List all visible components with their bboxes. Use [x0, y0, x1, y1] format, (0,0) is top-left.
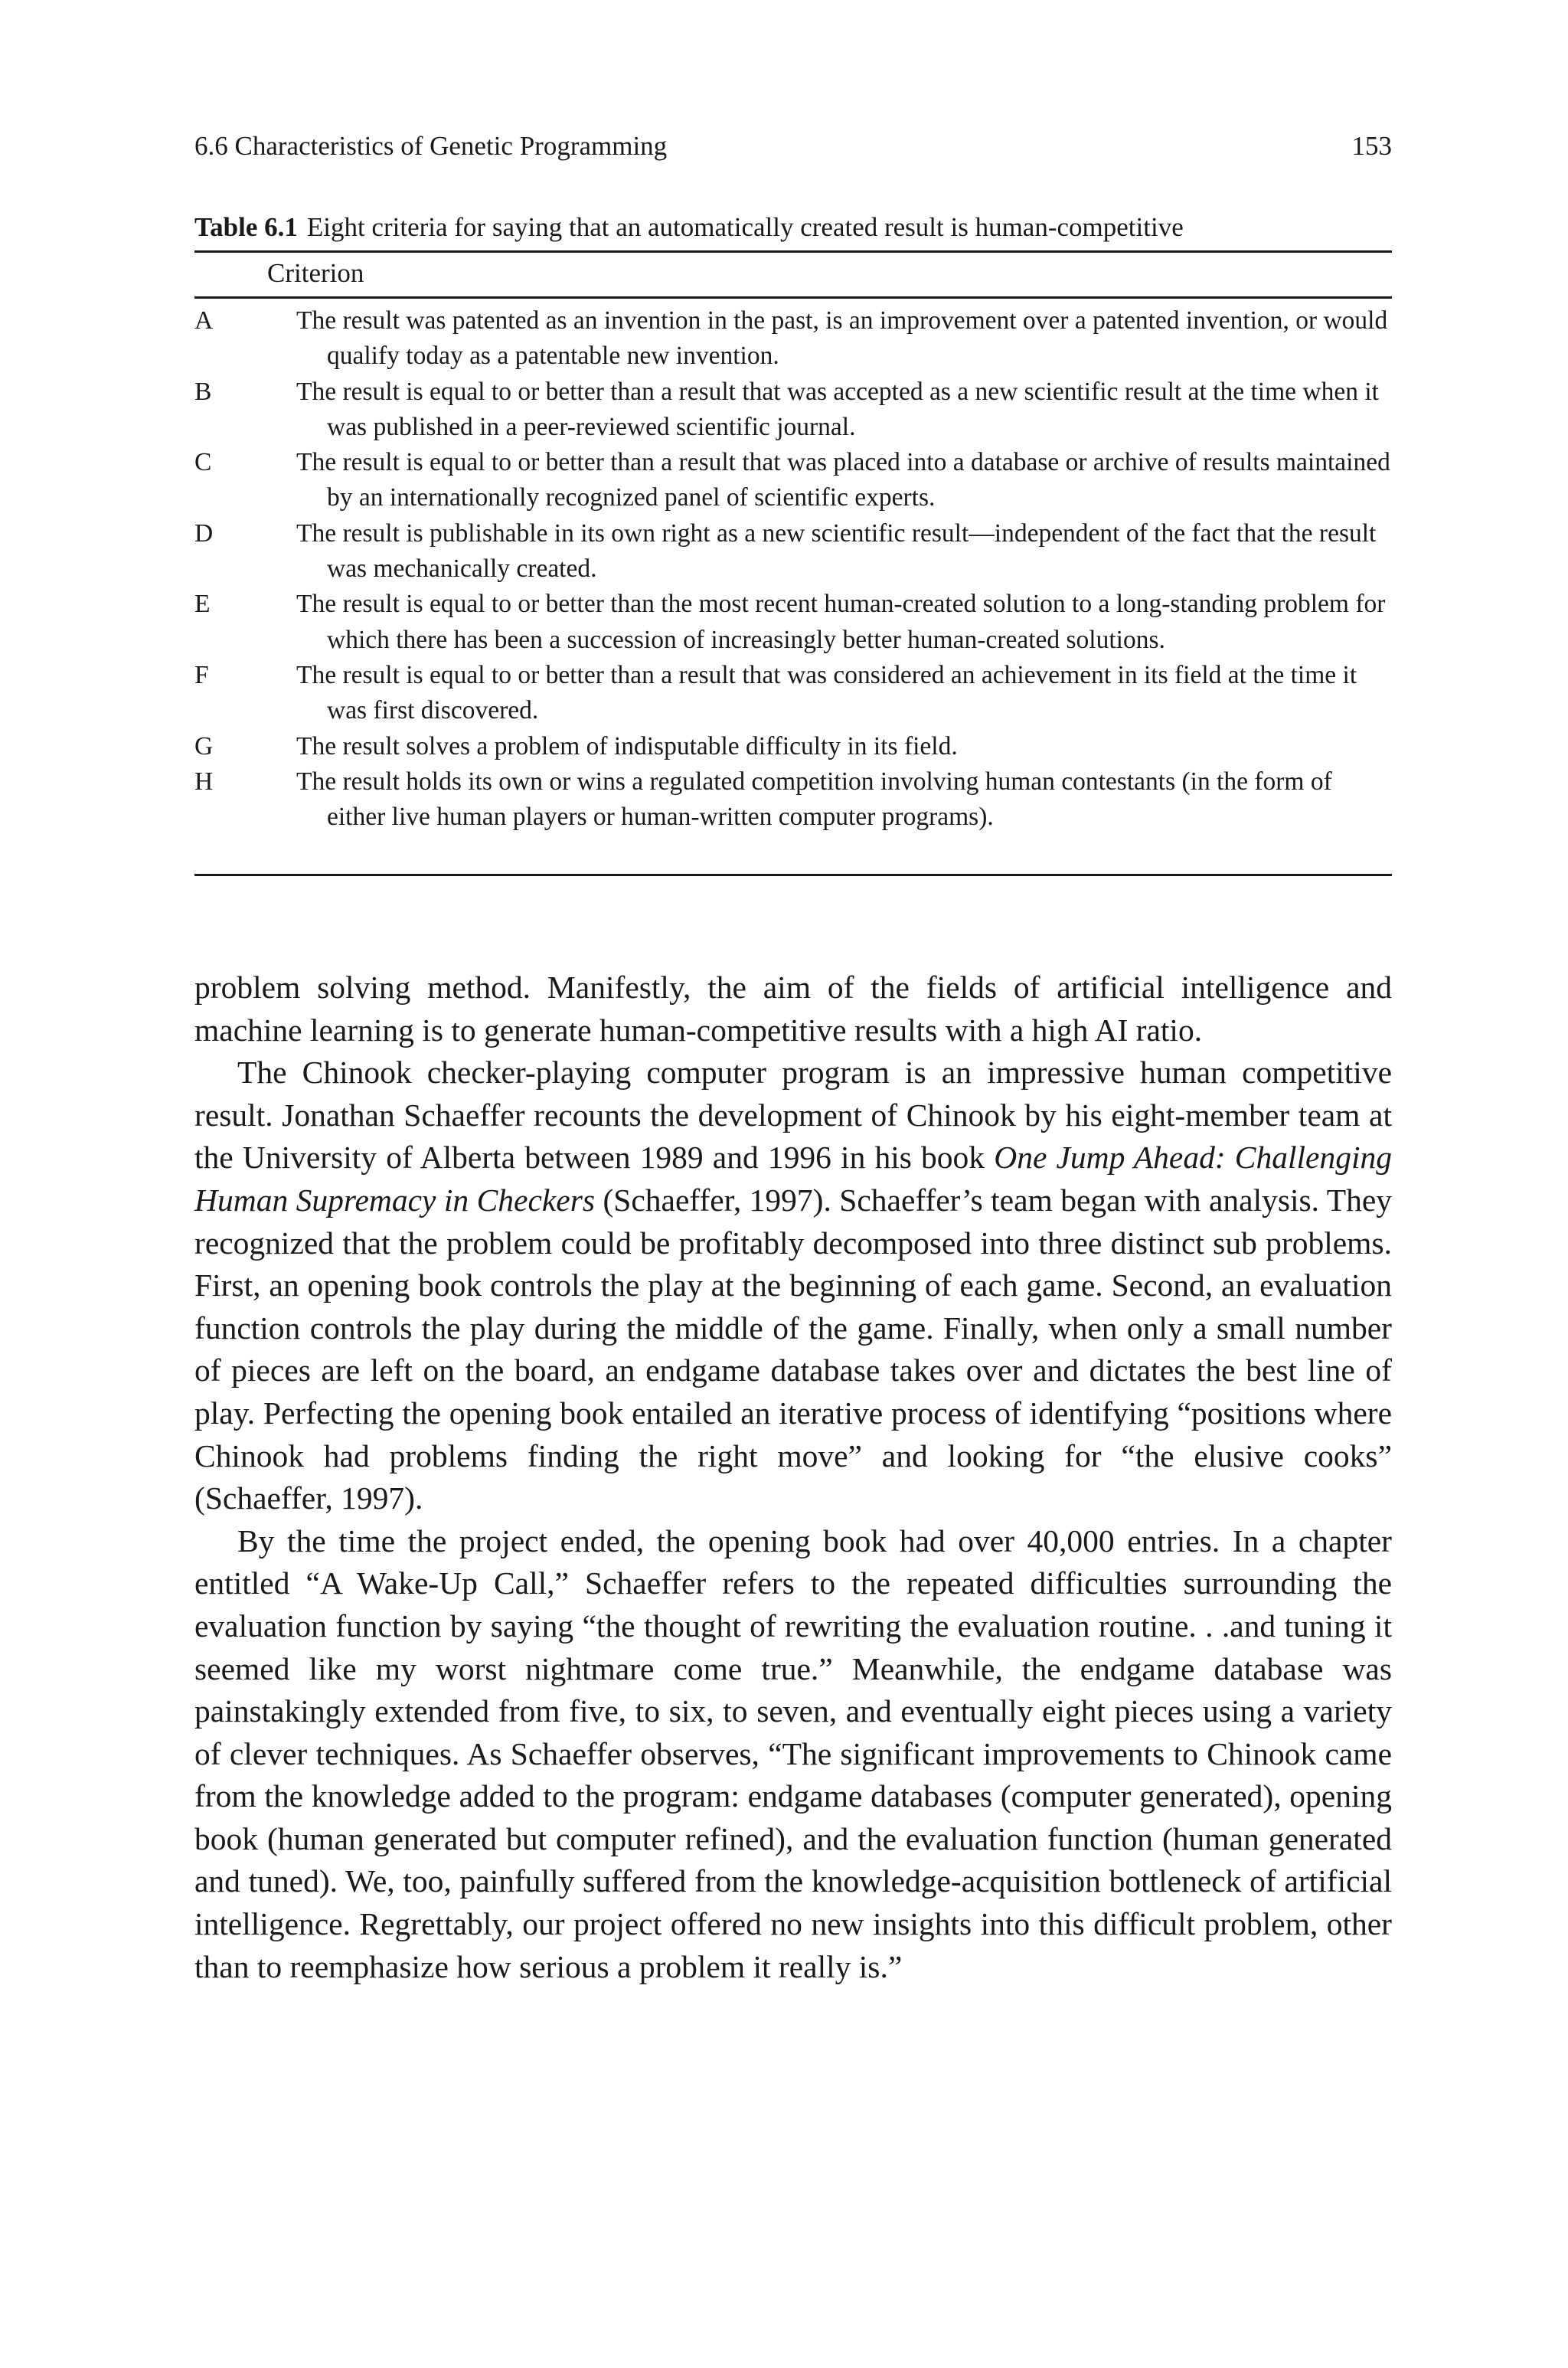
- criterion-letter: F: [194, 660, 209, 689]
- body-text: [194, 966, 1392, 1988]
- criterion-text: The result is equal to or better than the most recent human-created solution to a long-standing problem for which there has been a succession of increasingly better human-created solutions.: [296, 590, 1386, 654]
- criterion-text: The result solves a problem of indisputable difficulty in its field.: [296, 731, 958, 760]
- criterion-letter: E: [194, 590, 211, 619]
- criterion-row-e: [194, 587, 1392, 658]
- criterion-letter: G: [194, 731, 214, 760]
- page-number: 153: [1351, 131, 1392, 161]
- table-caption: [194, 210, 1392, 245]
- criterion-row-b: [194, 374, 1392, 446]
- criterion-letter: C: [194, 448, 212, 477]
- paragraph-2-part-a: The Chinook checker-playing computer program is an impressive human competitive result. Jonathan Schaeffer recounts the development of Chinook by his eight-member team at the University of Alberta between 1989 and 1996 in his book: [194, 1055, 1392, 1176]
- table-header-rule: [194, 296, 1392, 299]
- criterion-text: The result was patented as an invention in the past, is an improvement over a patented invention, or would qualify today as a patentable new invention.: [296, 306, 1388, 371]
- table-caption-text: Eight criteria for saying that an automatically created result is human-competitive: [306, 212, 1184, 242]
- section-title: 6.6 Characteristics of Genetic Programming: [194, 131, 668, 161]
- criterion-row-f: [194, 658, 1392, 729]
- criterion-letter: A: [194, 306, 214, 335]
- paragraph-3: By the time the project ended, the opening book had over 40,000 entries. In a chapter entitled “A Wake-Up Call,” Schaeffer refers to the repeated difficulties surrounding the evaluation function by saying “the thought of rewriting the evaluation routine. . .and tuning it seemed like my worst nightmare come true.” Meanwhile, the endgame database was painstakingly extended from five, to six, to seven, and eventually eight pieces using a variety of clever techniques. As Schaeffer observes, “The significant improvements to Chinook came from the knowledge added to the program: endgame databases (computer generated), opening book (human generated but computer refined), and the evaluation function (human generated and tuned). We, too, painfully suffered from the knowledge-acquisition bottleneck of artificial intelligence. Regrettably, our project offered no new insights into this difficult problem, other than to reemphasize how serious a problem it really is.”: [194, 1523, 1392, 1984]
- criterion-letter: D: [194, 518, 214, 548]
- criterion-text: The result is equal to or better than a result that was accepted as a new scientific result at the time when it was published in a peer-reviewed scientific journal.: [296, 377, 1379, 441]
- table-column-header: Criterion: [267, 258, 364, 288]
- criterion-letter: H: [194, 767, 214, 796]
- criterion-row-g: [194, 729, 1392, 764]
- paragraph-2-part-b: (Schaeffer, 1997). Schaeffer’s team began with analysis. They recognized that the problem could be profitably decomposed into three distinct sub problems. First, an opening book controls the play at the beginning of each game. Second, an evaluation function controls the play during the middle of the game. Finally, when only a small number of pieces are left on the board, an endgame database takes over and dictates the best line of play. Perfecting the opening book entailed an iterative process of identifying “positions where Chinook had problems finding the right move” and looking for “the elusive cooks” (Schaeffer, 1997).: [194, 1182, 1393, 1516]
- book-title: One Jump Ahead: Challenging Human Supremacy in Checkers: [194, 1140, 1392, 1218]
- criterion-row-a: [194, 303, 1392, 374]
- criterion-text: The result is equal to or better than a result that was considered an achievement in its field at the time it was first discovered.: [296, 660, 1357, 725]
- criterion-text: The result is equal to or better than a result that was placed into a database or archive of results maintained by an internationally recognized panel of scientific experts.: [296, 448, 1390, 512]
- paragraph-1: problem solving method. Manifestly, the aim of the fields of artificial intelligence and machine learning is to generate human-competitive results with a high AI ratio.: [194, 970, 1392, 1048]
- criterion-text: The result is publishable in its own right as a new scientific result—independent of the fact that the result was mechanically created.: [296, 518, 1377, 584]
- paragraph-2: [194, 1052, 1392, 1520]
- criterion-row-d: [194, 516, 1392, 587]
- criterion-row-h: [194, 764, 1392, 836]
- table-top-rule: [194, 250, 1392, 253]
- table-label: Table 6.1: [194, 212, 298, 242]
- criterion-row-c: [194, 445, 1392, 516]
- criterion-text: The result holds its own or wins a regulated competition involving human contestants (in the form of either live human players or human-written computer programs).: [296, 767, 1332, 832]
- criterion-letter: B: [194, 377, 212, 406]
- table-bottom-rule: [194, 874, 1392, 876]
- running-head: [194, 129, 1392, 164]
- criteria-table-body: [194, 303, 1392, 835]
